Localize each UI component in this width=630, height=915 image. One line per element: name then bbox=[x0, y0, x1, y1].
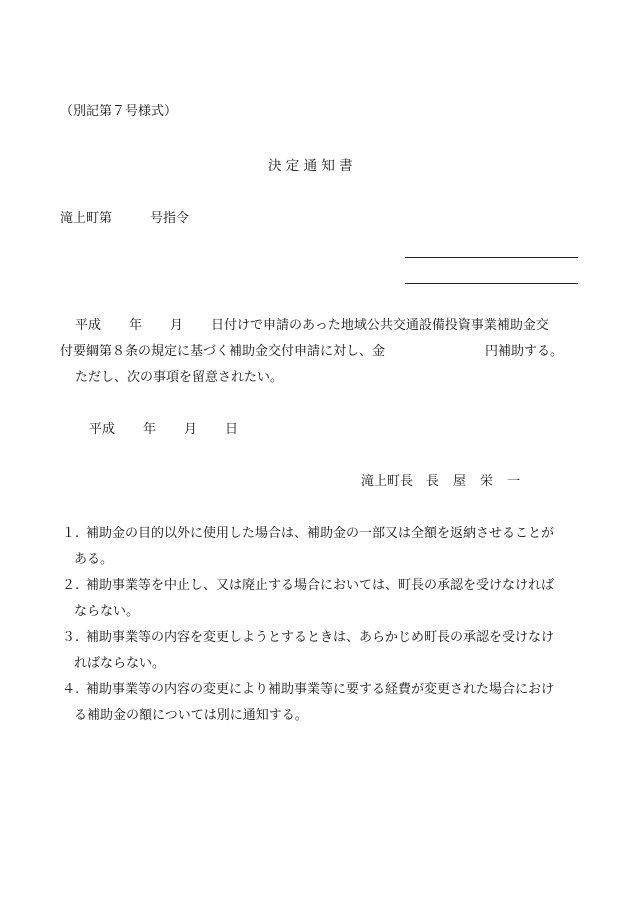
condition-text-line-2: ある。 bbox=[74, 552, 114, 567]
body-day-tail: 日付けで申請のあった地域公共交通設備投資事業補助金交 bbox=[211, 318, 549, 333]
date-month: 月 bbox=[184, 422, 198, 437]
date-day: 日 bbox=[225, 422, 239, 437]
reference-suffix: 号指令 bbox=[150, 211, 190, 226]
document-title: 決 定 通 知 書 bbox=[268, 158, 353, 174]
condition-number: ３. bbox=[62, 630, 80, 645]
signature-name-2: 屋 bbox=[453, 474, 467, 489]
recipient-line-2 bbox=[405, 283, 578, 284]
condition-text-line-2: る補助金の額については別に通知する。 bbox=[74, 708, 308, 723]
signature-office: 滝上町長 bbox=[361, 474, 414, 489]
body-era: 平成 bbox=[75, 318, 102, 333]
signature-name-4: 一 bbox=[507, 474, 521, 489]
condition-text-line-1: 補助事業等の内容の変更により補助事業等に要する経費が変更された場合におけ bbox=[86, 682, 555, 697]
signature-name-3: 栄 bbox=[480, 474, 494, 489]
condition-number: ４. bbox=[62, 682, 80, 697]
condition-text-line-1: 補助金の目的以外に使用した場合は、補助金の一部又は全額を返納させることが bbox=[86, 526, 555, 541]
issue-date bbox=[89, 422, 238, 438]
condition-text-line-2: ならない。 bbox=[74, 604, 140, 619]
body-month: 月 bbox=[170, 318, 184, 333]
reference-number bbox=[60, 211, 189, 227]
condition-text-line-2: ればならない。 bbox=[74, 656, 166, 671]
form-label: （別記第７号様式） bbox=[60, 104, 178, 119]
condition-number: １. bbox=[62, 526, 80, 541]
body-line-1 bbox=[75, 318, 549, 334]
recipient-line-1 bbox=[405, 257, 578, 258]
signature bbox=[361, 474, 520, 490]
body-line-3: ただし、次の事項を留意されたい。 bbox=[75, 370, 284, 385]
body-year: 年 bbox=[129, 318, 143, 333]
condition-text-line-1: 補助事業等を中止し、又は廃止する場合においては、町長の承認を受けなければ bbox=[86, 578, 555, 593]
body-line-2 bbox=[60, 344, 563, 360]
condition-text-line-1: 補助事業等の内容を変更しようとするときは、あらかじめ町長の承認を受けなけ bbox=[86, 630, 555, 645]
reference-prefix: 滝上町第 bbox=[60, 211, 113, 226]
date-year: 年 bbox=[143, 422, 157, 437]
signature-name-1: 長 bbox=[426, 474, 440, 489]
body-line-2-tail: 円補助する。 bbox=[485, 344, 564, 359]
body-line-2-head: 付要綱第８条の規定に基づく補助金交付申請に対し、金 bbox=[60, 344, 386, 359]
condition-number: ２. bbox=[62, 578, 80, 593]
date-era: 平成 bbox=[89, 422, 116, 437]
